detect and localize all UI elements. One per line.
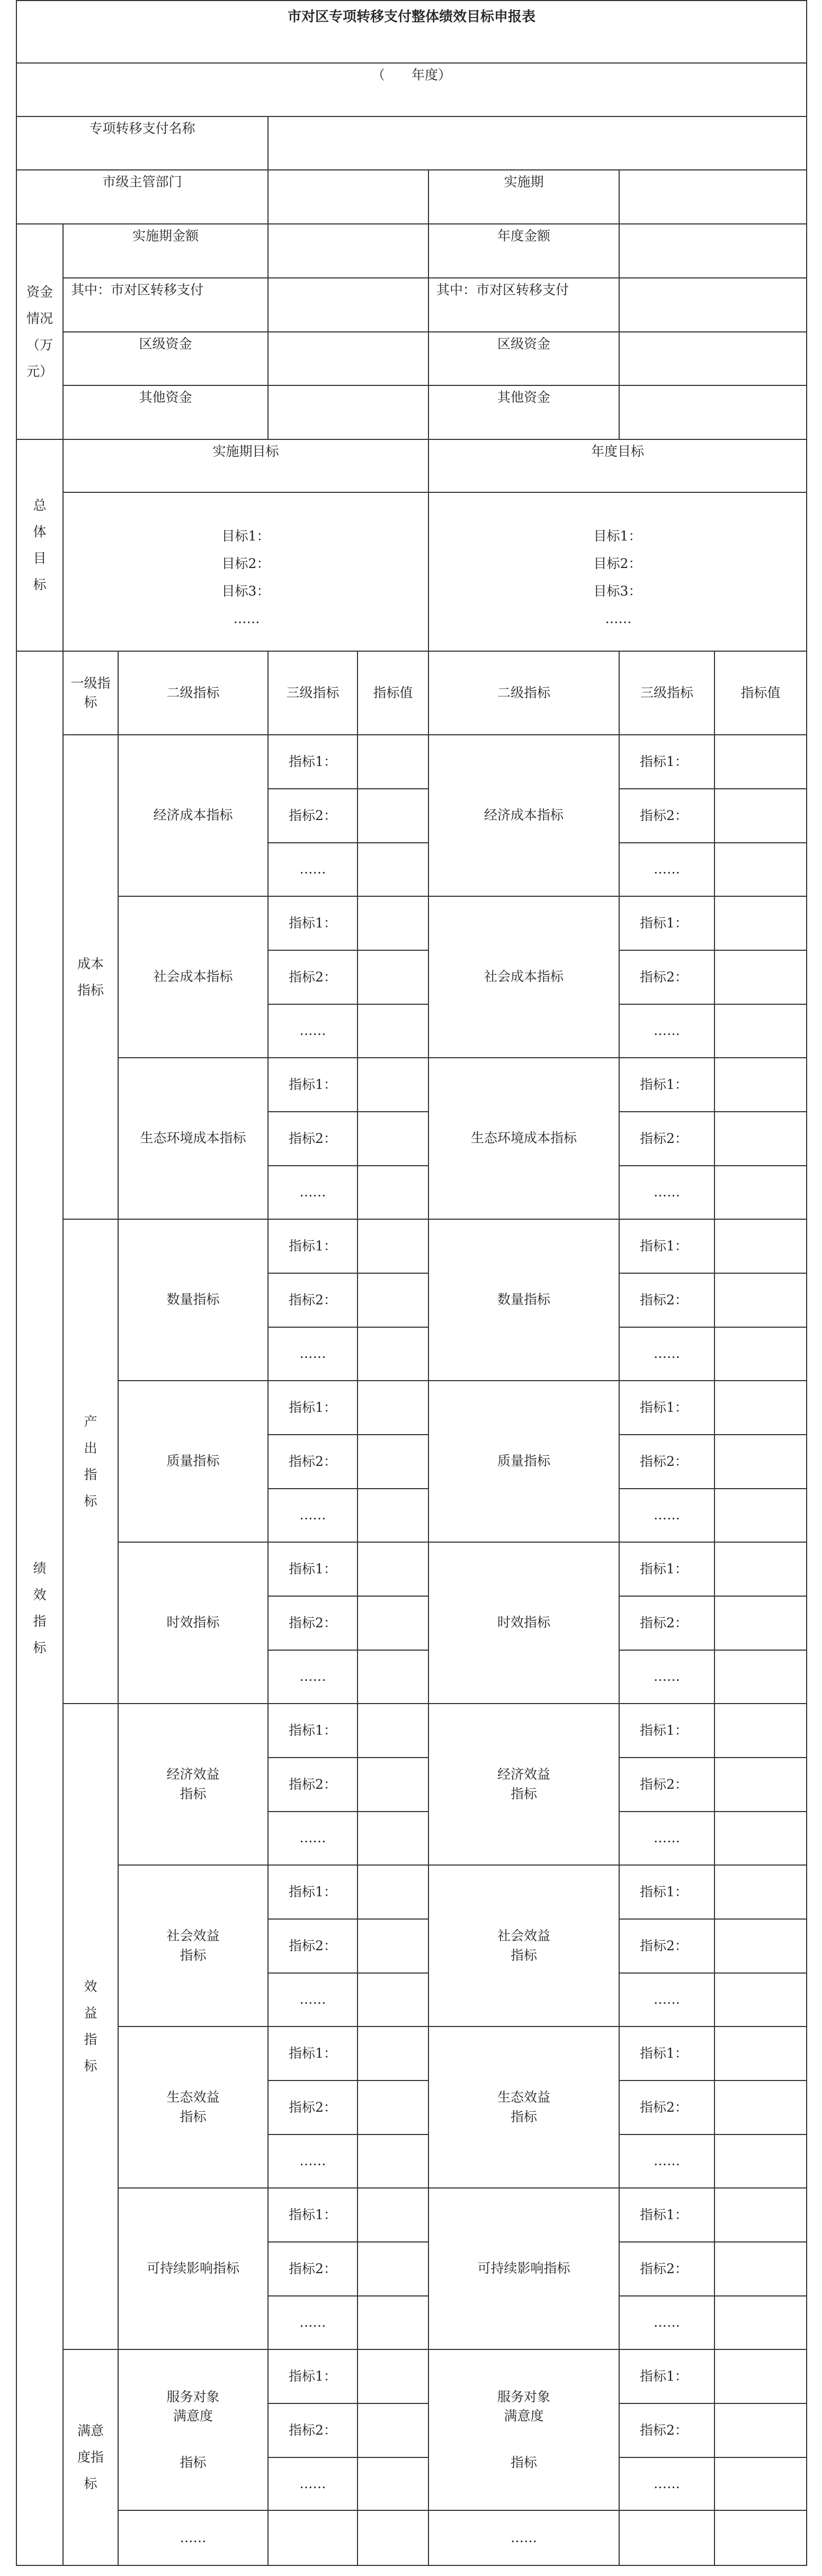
goal-item[interactable]: 目标2： [593,556,642,571]
level1-char: 度指 [77,2449,104,2465]
level3-slot-left[interactable]: 指标1： [268,1542,358,1596]
value-slot-left[interactable] [358,2403,428,2457]
level1-char: 标 [84,2058,97,2074]
value-slot-right[interactable] [714,1435,807,1489]
year-line: （ 年度） [16,63,807,116]
value-slot-right[interactable] [714,1327,807,1381]
overall-side-label [16,439,63,651]
value-slot-left[interactable] [358,1004,428,1058]
fund-name-row [16,116,807,170]
value-slot-right[interactable] [714,2403,807,2457]
level3-slot-left[interactable]: 指标1： [268,1865,358,1919]
goal-item[interactable]: …… [233,611,260,626]
satisfaction-level1-label [63,2349,118,2565]
indicator-row [16,2026,807,2080]
fund-name-label: 专项转移支付名称 [16,116,268,170]
level1-char: 效 [84,1979,97,1994]
level3-slot-right[interactable]: …… [619,1166,714,1219]
level3-slot-left[interactable]: …… [268,2134,358,2188]
satisfaction-row [16,2349,807,2403]
value-slot-right[interactable] [714,1650,807,1704]
funding-left-label: 区级资金 [63,332,268,385]
level3-slot-right[interactable]: 指标2： [619,1919,714,1973]
level2-text: 指标 [180,1947,207,1963]
value-slot-right[interactable] [714,2080,807,2134]
level1-char: 成本 [77,956,104,971]
level2-text: 数量指标 [497,1292,550,1308]
funding-left-label: 其他资金 [63,385,268,439]
level3-slot-right[interactable]: 指标2： [619,1273,714,1327]
dept-label: 市级主管部门 [16,170,268,224]
value-slot-right[interactable] [714,1058,807,1112]
level3-header-right: 三级指标 [619,651,714,735]
fund-name-value[interactable] [268,116,807,170]
value-slot-right[interactable] [714,1812,807,1865]
level2-text: 指标 [180,2109,207,2124]
level3-slot-left[interactable]: 指标1： [268,2026,358,2080]
level2-text: 指标 [510,2455,537,2471]
funding-left-label: 其中：市对区转移支付 [63,278,268,332]
indicator-row [16,1058,807,1112]
level2-text: 质量指标 [166,1453,220,1469]
value-slot-right[interactable] [714,1004,807,1058]
annual-goal-label: 年度目标 [428,439,807,492]
level2-right [428,896,619,1058]
satisfaction-level2-right [428,2349,619,2510]
level3-slot-right[interactable]: 指标1： [619,1058,714,1112]
spacer [432,2426,615,2453]
level3-slot-right[interactable]: 指标1： [619,1381,714,1435]
value-slot-left[interactable] [358,2026,428,2080]
level2-right [428,1381,619,1542]
value-slot-left[interactable] [358,1058,428,1112]
level2-right [428,1542,619,1704]
level2-header-right: 二级指标 [428,651,619,735]
value-slot-left[interactable] [358,2134,428,2188]
level2-left [118,1542,268,1704]
level3-slot-right[interactable]: 指标1： [619,2349,714,2403]
value-slot-right[interactable] [714,1704,807,1758]
value-slot-left[interactable] [358,1273,428,1327]
level3-slot-right[interactable]: 指标2： [619,1596,714,1650]
level3-slot-left[interactable]: 指标1： [268,2349,358,2403]
funding-row [16,224,807,278]
level3-slot-left[interactable]: 指标1： [268,1058,358,1112]
level3-slot-left[interactable]: 指标2： [268,1435,358,1489]
funding-row [16,278,807,332]
value-slot-left[interactable] [358,1650,428,1704]
indicator-row [16,1381,807,1435]
level2-text: 指标 [510,2109,537,2124]
funding-row [16,332,807,385]
level3-slot-left[interactable]: …… [268,2457,358,2510]
value-slot-right[interactable] [714,735,807,789]
value-slot-left[interactable] [358,1919,428,1973]
value-slot-right[interactable] [714,1542,807,1596]
value-slot-left[interactable] [358,843,428,896]
indicator-row [16,735,807,789]
level2-right [428,1704,619,1865]
value-slot-left[interactable] [358,1812,428,1865]
level2-text: 生态效益 [497,2089,550,2105]
value-slot-left[interactable] [358,2510,428,2565]
annual-goal-cell [428,492,807,651]
value-slot-right[interactable] [714,789,807,843]
level3-slot-left[interactable]: 指标1： [268,2188,358,2242]
level3-slot-right[interactable]: 指标1： [619,1219,714,1273]
level1-char: 满意 [77,2423,104,2438]
indicator-row [16,1542,807,1596]
overall-label-char: 目 [33,551,47,566]
level2-text: 指标 [510,1786,537,1802]
level3-slot-right[interactable]: 指标2： [619,1112,714,1166]
level3-slot-left[interactable]: 指标1： [268,896,358,950]
level1-char: 出 [84,1440,97,1456]
value-slot-right[interactable] [714,1381,807,1435]
level2-text: 生态环境成本指标 [470,1130,577,1146]
level3-slot-left[interactable]: 指标2： [268,2080,358,2134]
level2-text: 可持续影响指标 [477,2260,570,2276]
value-slot-right[interactable] [714,1973,807,2026]
level2-text: 指标 [180,2455,207,2471]
level2-text: 满意度 [504,2408,544,2424]
indicator-row [16,2188,807,2242]
level2-left [118,896,268,1058]
value-slot-left[interactable] [358,896,428,950]
value-slot-left[interactable] [358,1596,428,1650]
level2-header-left: 二级指标 [118,651,268,735]
value-slot-right[interactable] [714,2457,807,2510]
level3-slot-right[interactable]: …… [619,2134,714,2188]
value-slot-left[interactable] [358,1973,428,2026]
level3-slot-left[interactable]: 指标2： [268,1112,358,1166]
level3-slot-left[interactable]: …… [268,1489,358,1542]
value-slot-right[interactable] [714,1219,807,1273]
level3-slot-left[interactable]: …… [268,2296,358,2349]
level3-slot-right[interactable]: 指标1： [619,1865,714,1919]
value-slot-left[interactable] [358,1166,428,1219]
level2-text: 指标 [180,1786,207,1802]
goal-item[interactable]: 目标2： [221,556,270,571]
level3-slot-right[interactable]: 指标2： [619,2080,714,2134]
perf-label-char: 标 [33,1640,47,1655]
value-header-right: 指标值 [714,651,807,735]
dept-value[interactable] [268,170,428,224]
funding-right-value[interactable] [619,332,807,385]
value-slot-left[interactable] [358,2296,428,2349]
value-slot-right[interactable] [714,2510,807,2565]
value-slot-left[interactable] [358,1112,428,1166]
funding-right-value[interactable] [619,224,807,278]
value-slot-right[interactable] [714,1112,807,1166]
level1-char: 产 [84,1413,97,1429]
level2-text: 经济效益 [497,1767,550,1782]
year-row [16,63,807,116]
level1-char: 指 [84,2032,97,2047]
level3-header-left: 三级指标 [268,651,358,735]
level3-slot-left[interactable]: 指标2： [268,2403,358,2457]
level3-slot-right[interactable]: 指标1： [619,735,714,789]
funding-side-label [16,224,63,439]
level2-text: 生态环境成本指标 [140,1130,246,1146]
funding-label-char: 元） [26,363,53,379]
overall-label-char: 体 [33,524,47,539]
level3-slot-right[interactable]: 指标2： [619,2242,714,2296]
spacer [122,2426,264,2453]
level2-right [428,1865,619,2026]
level2-text: 社会效益 [497,1928,550,1944]
funding-label-char: （万 [26,337,53,353]
level2-text: 经济效益 [166,1767,220,1782]
level3-slot-left[interactable] [268,2510,358,2565]
level2-text: 可持续影响指标 [146,2260,239,2276]
value-slot-right[interactable] [714,2026,807,2080]
funding-right-label: 其他资金 [428,385,619,439]
level3-slot-left[interactable]: 指标2： [268,1273,358,1327]
goal-item[interactable]: 目标3： [593,583,642,599]
level3-slot-right[interactable]: …… [619,2296,714,2349]
value-slot-left[interactable] [358,735,428,789]
value-slot-left[interactable] [358,1327,428,1381]
overall-goal-row [16,492,807,651]
satisfaction-row [16,2510,807,2565]
level3-slot-right[interactable]: …… [619,843,714,896]
level3-slot-right[interactable]: 指标1： [619,896,714,950]
value-slot-left[interactable] [358,2242,428,2296]
level2-text: 时效指标 [497,1615,550,1631]
level3-slot-left[interactable]: 指标1： [268,1381,358,1435]
period-goal-label: 实施期目标 [63,439,428,492]
level3-slot-left[interactable]: 指标2： [268,1758,358,1812]
level3-slot-right[interactable]: …… [619,1327,714,1381]
level1-header: 一级指标 [63,651,118,735]
value-slot-left[interactable] [358,2457,428,2510]
period-goal-cell [63,492,428,651]
funding-right-label: 其中：市对区转移支付 [428,278,619,332]
satisfaction-level2-left [118,2349,268,2510]
overall-label-char: 总 [33,498,47,513]
level3-slot-left[interactable]: 指标1： [268,735,358,789]
level3-slot-right[interactable]: 指标2： [619,1758,714,1812]
level2-left [118,2188,268,2349]
value-slot-left[interactable] [358,1489,428,1542]
level2-right [428,2026,619,2188]
value-slot-left[interactable] [358,1542,428,1596]
satisfaction-more-right: …… [428,2510,619,2565]
value-slot-right[interactable] [714,1758,807,1812]
funding-left-value[interactable] [268,224,428,278]
value-slot-left[interactable] [358,950,428,1004]
level3-slot-left[interactable]: …… [268,1812,358,1865]
value-slot-right[interactable] [714,2188,807,2242]
annual-goal-list [594,523,642,633]
value-slot-left[interactable] [358,1381,428,1435]
level3-slot-right[interactable]: …… [619,1812,714,1865]
level3-slot-left[interactable]: 指标2： [268,789,358,843]
level2-text: 服务对象 [497,2389,550,2404]
level1-char: 指标 [77,982,104,998]
funding-right-label: 区级资金 [428,332,619,385]
value-slot-right[interactable] [714,1865,807,1919]
level1-char: 指 [84,1466,97,1482]
level3-slot-left[interactable]: …… [268,1327,358,1381]
level3-slot-left[interactable]: 指标2： [268,2242,358,2296]
value-slot-right[interactable] [714,1489,807,1542]
value-slot-left[interactable] [358,789,428,843]
funding-right-value[interactable] [619,278,807,332]
level3-slot-left[interactable]: …… [268,843,358,896]
level2-right [428,735,619,896]
funding-row [16,385,807,439]
value-slot-left[interactable] [358,2349,428,2403]
level2-left [118,1704,268,1865]
goal-item[interactable]: 目标3： [221,583,270,599]
funding-label-char: 资金 [26,284,53,300]
funding-left-value[interactable] [268,332,428,385]
level2-text: 时效指标 [166,1615,220,1631]
level2-left [118,2026,268,2188]
level2-text: 经济成本指标 [153,807,233,823]
level2-left [118,1058,268,1219]
level3-slot-right[interactable]: 指标2： [619,1435,714,1489]
indicator-row [16,1704,807,1758]
overall-goal-header-row [16,439,807,492]
value-slot-right[interactable] [714,1166,807,1219]
level3-slot-left[interactable]: 指标2： [268,950,358,1004]
level3-slot-left[interactable]: …… [268,1166,358,1219]
level2-text: 服务对象 [166,2389,220,2404]
value-slot-right[interactable] [714,2134,807,2188]
title-row [16,1,807,63]
perf-header-row [16,651,807,735]
level3-slot-right[interactable] [619,2510,714,2565]
level2-left [118,1865,268,2026]
level1-label [63,1219,118,1704]
level3-slot-right[interactable]: 指标2： [619,2403,714,2457]
level3-slot-right[interactable]: 指标2： [619,789,714,843]
form-title: 市对区专项转移支付整体绩效目标申报表 [16,1,807,63]
indicator-row [16,1865,807,1919]
level3-slot-left[interactable]: …… [268,1004,358,1058]
value-slot-right[interactable] [714,2296,807,2349]
indicator-row [16,896,807,950]
level2-text: 社会成本指标 [153,969,233,985]
level2-text: 指标 [510,1947,537,1963]
goal-item[interactable]: 目标1： [221,528,270,544]
value-slot-left[interactable] [358,1704,428,1758]
goal-item[interactable]: …… [605,611,632,626]
value-slot-right[interactable] [714,950,807,1004]
level3-slot-left[interactable]: 指标2： [268,1596,358,1650]
funding-left-value[interactable] [268,278,428,332]
level2-right [428,1219,619,1381]
value-slot-right[interactable] [714,1596,807,1650]
level2-text: 质量指标 [497,1453,550,1469]
level2-text: 社会效益 [166,1928,220,1944]
level2-left [118,1219,268,1381]
level3-slot-right[interactable]: 指标2： [619,950,714,1004]
satisfaction-more-left: …… [118,2510,268,2565]
level3-slot-right[interactable]: 指标1： [619,2188,714,2242]
level1-char: 标 [84,2476,97,2491]
level3-slot-left[interactable]: …… [268,1650,358,1704]
level3-slot-left[interactable]: …… [268,1973,358,2026]
period-value[interactable] [619,170,807,224]
level3-slot-right[interactable]: …… [619,1650,714,1704]
value-slot-right[interactable] [714,1919,807,1973]
level2-left [118,1381,268,1542]
value-slot-left[interactable] [358,1758,428,1812]
level2-text: 社会成本指标 [484,969,564,985]
value-slot-right[interactable] [714,896,807,950]
level1-label [63,1704,118,2349]
value-slot-left[interactable] [358,1219,428,1273]
value-slot-right[interactable] [714,2242,807,2296]
level2-text: 经济成本指标 [484,807,564,823]
overall-label-char: 标 [33,577,47,592]
form-table [16,0,807,2566]
value-slot-left[interactable] [358,2080,428,2134]
value-header-left: 指标值 [358,651,428,735]
value-slot-right[interactable] [714,2349,807,2403]
level3-slot-right[interactable]: 指标1： [619,1542,714,1596]
perf-label-char: 指 [33,1614,47,1629]
level1-char: 益 [84,2005,97,2021]
perf-side-label [16,651,63,2565]
value-slot-right[interactable] [714,1273,807,1327]
level2-right [428,2188,619,2349]
period-label: 实施期 [428,170,619,224]
funding-right-label: 年度金额 [428,224,619,278]
level3-slot-left[interactable]: 指标2： [268,1919,358,1973]
level1-char: 标 [84,1493,97,1509]
level3-slot-right[interactable]: …… [619,2457,714,2510]
level3-slot-left[interactable]: 指标1： [268,1704,358,1758]
value-slot-left[interactable] [358,1865,428,1919]
level2-left [118,735,268,896]
funding-right-value[interactable] [619,385,807,439]
level1-label [63,735,118,1219]
perf-label-char: 效 [33,1587,47,1602]
indicator-row [16,1219,807,1273]
value-slot-left[interactable] [358,1435,428,1489]
level3-slot-right[interactable]: …… [619,1973,714,2026]
level3-slot-right[interactable]: 指标1： [619,1704,714,1758]
goal-item[interactable]: 目标1： [593,528,642,544]
declaration-form [16,0,806,2566]
value-slot-left[interactable] [358,2188,428,2242]
funding-label-char: 情况 [26,310,53,326]
perf-label-char: 绩 [33,1561,47,1576]
level2-text: 数量指标 [166,1292,220,1308]
level3-slot-right[interactable]: …… [619,1489,714,1542]
period-goal-list [222,523,270,633]
funding-left-label: 实施期金额 [63,224,268,278]
level3-slot-right[interactable]: …… [619,1004,714,1058]
level3-slot-left[interactable]: 指标1： [268,1219,358,1273]
level2-text: 满意度 [173,2408,213,2424]
dept-row [16,170,807,224]
value-slot-right[interactable] [714,843,807,896]
level2-right [428,1058,619,1219]
level3-slot-right[interactable]: 指标1： [619,2026,714,2080]
level2-text: 生态效益 [166,2089,220,2105]
funding-left-value[interactable] [268,385,428,439]
